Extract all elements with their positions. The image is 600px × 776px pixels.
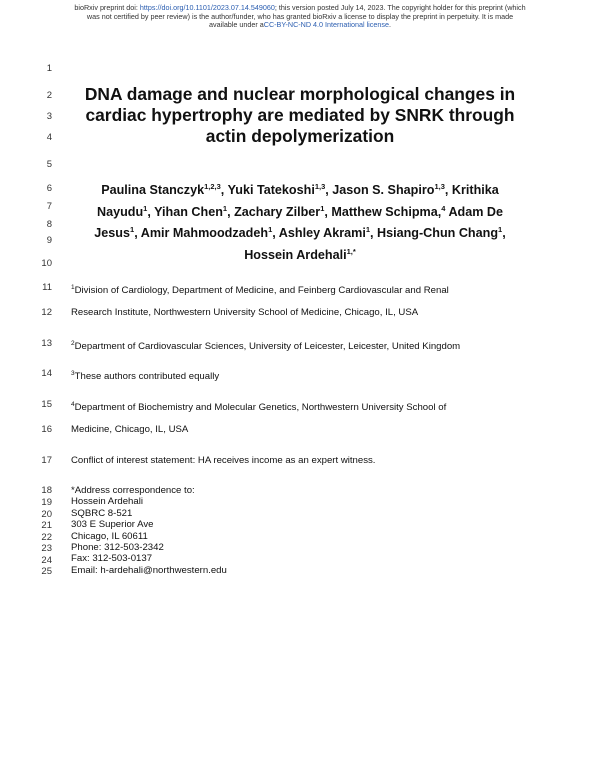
affiliation-1-line-1: $^1$Division of Cardiology, Department of Medicine, and Feinberg Cardiovascular and Renal — [71, 284, 449, 297]
correspondence-name: Hossein Ardehali — [71, 496, 143, 508]
author-affiliation: 1 — [320, 203, 325, 213]
banner-line-2: was not certified by peer review) is the author/funder, who has granted bioRxiv a license to display the preprint in perpetuity. It is made — [86, 11, 514, 21]
affiliation-4-line-1: $^4$Department of Biochemistry and Molecular Genetics, Northwestern University School of — [71, 401, 447, 414]
line-number: 10 — [41, 258, 52, 269]
line-number: 17 — [41, 455, 52, 466]
line-number: 7 — [46, 201, 52, 212]
author-list — [60, 178, 540, 265]
conflict-statement: Conflict of interest statement: HA receives income as an expert witness. — [71, 455, 376, 466]
author-affiliation: 1,* — [346, 247, 356, 257]
author-affiliation: 1,3 — [434, 182, 445, 191]
author-affiliation: 1,3 — [314, 182, 326, 191]
correspondence-street: 303 E Superior Ave — [71, 519, 154, 531]
affiliation-2: $^2$Department of Cardiovascular Sciences, University of Leicester, Leicester, United Kingdom — [71, 340, 461, 353]
line-number: 16 — [41, 424, 52, 435]
banner-line-1: bioRxiv preprint doi: https://doi.org/10.1101/2023.07.14.549060; this version posted July 14, 2023. The copyright holder for this preprint (which — [74, 3, 526, 12]
correspondence-fax: Fax: 312-503-0137 — [71, 553, 153, 565]
paper-title — [60, 84, 540, 147]
author-line-3: Jesus$^1$, Amir Mahmoodzadeh$^1$, Ashley Akrami$^1$, Hsiang-Chun Chang$^1$, — [94, 225, 506, 241]
correspondence-phone: Phone: 312-503-2342 — [71, 542, 164, 554]
preprint-banner — [40, 4, 560, 30]
correspondence-city: Chicago, IL 60611 — [71, 530, 148, 542]
line-number: 11 — [42, 282, 52, 293]
line-number: 6 — [46, 183, 52, 194]
doi-link[interactable]: https://doi.org/10.1101/2023.07.14.549060 — [139, 3, 275, 12]
line-number: 23 — [41, 543, 52, 554]
author-name: Ashley Akrami — [278, 226, 366, 241]
author-name: Amir Mahmoodzadeh — [140, 226, 269, 241]
author-line-4 — [60, 243, 540, 265]
license-link[interactable]: CC-BY-NC-ND 4.0 International license — [263, 20, 389, 30]
author-name: Zachary Zilber — [234, 204, 321, 219]
banner-line-3: available under aCC-BY-NC-ND 4.0 International license. — [209, 20, 391, 30]
line-number: 14 — [41, 368, 52, 379]
author-line-2: Nayudu$^1$, Yihan Chen$^1$, Zachary Zilber$^1$, Matthew Schipma,$^4$ Adam De — [96, 203, 504, 219]
author-name: Hossein Ardehali — [244, 248, 347, 263]
line-number: 22 — [41, 532, 52, 543]
line-number: 13 — [41, 338, 52, 349]
correspondence-room: SQBRC 8-521 — [71, 507, 133, 519]
author-line-1: Paulina Stanczyk$^{1,2,3}$, Yuki Tatekoshi$^{1,3}$, Jason S. Shapiro$^{1,3}$, Krithika — [101, 182, 499, 198]
line-number: 20 — [41, 509, 52, 520]
title-line-1: DNA damage and nuclear morphological changes in — [84, 84, 516, 104]
line-number: 1 — [46, 63, 52, 74]
author-affiliation: 4 — [441, 203, 446, 213]
title-line-3: actin depolymerization — [205, 126, 395, 146]
line-number: 19 — [41, 497, 52, 508]
line-number: 21 — [41, 520, 52, 531]
author-name: Hsiang-Chun Chang — [376, 226, 499, 241]
author-name: Paulina Stanczyk — [101, 183, 205, 198]
affiliation-1-line-2: Research Institute, Northwestern University School of Medicine, Chicago, IL, USA — [71, 307, 419, 318]
line-number: 4 — [46, 132, 52, 143]
author-name: Matthew Schipma — [331, 204, 438, 219]
line-number: 25 — [41, 566, 52, 577]
author-name: Yuki Tatekoshi — [227, 183, 315, 198]
author-name: Jason S. Shapiro — [332, 183, 435, 198]
line-number: 3 — [46, 111, 52, 122]
author-affiliation: 1 — [268, 225, 273, 235]
line-number: 15 — [41, 399, 52, 410]
title-line-2: cardiac hypertrophy are mediated by SNRK through — [85, 105, 515, 125]
author-affiliation: 1 — [365, 225, 370, 235]
author-name: Yihan Chen — [154, 204, 223, 219]
author-affiliation: 1 — [130, 225, 135, 235]
line-number: 9 — [46, 235, 52, 246]
correspondence-block — [71, 485, 227, 576]
author-affiliation: 1 — [222, 203, 228, 213]
author-affiliation: 1,2,3 — [204, 182, 221, 191]
affiliation-4-line-2: Medicine, Chicago, IL, USA — [71, 424, 189, 435]
line-number: 8 — [46, 219, 52, 230]
author-affiliation: 1 — [498, 225, 503, 235]
correspondence-heading: *Address correspondence to: — [71, 485, 195, 496]
line-number: 5 — [46, 159, 52, 170]
author-affiliation: 1 — [143, 203, 148, 213]
affiliation-3: $^3$These authors contributed equally — [71, 370, 220, 383]
line-number: 18 — [41, 485, 52, 496]
line-number: 24 — [41, 555, 52, 566]
correspondence-email[interactable]: Email: h-ardehali@northwestern.edu — [71, 564, 227, 576]
line-number: 12 — [41, 307, 52, 318]
line-number: 2 — [46, 90, 52, 101]
